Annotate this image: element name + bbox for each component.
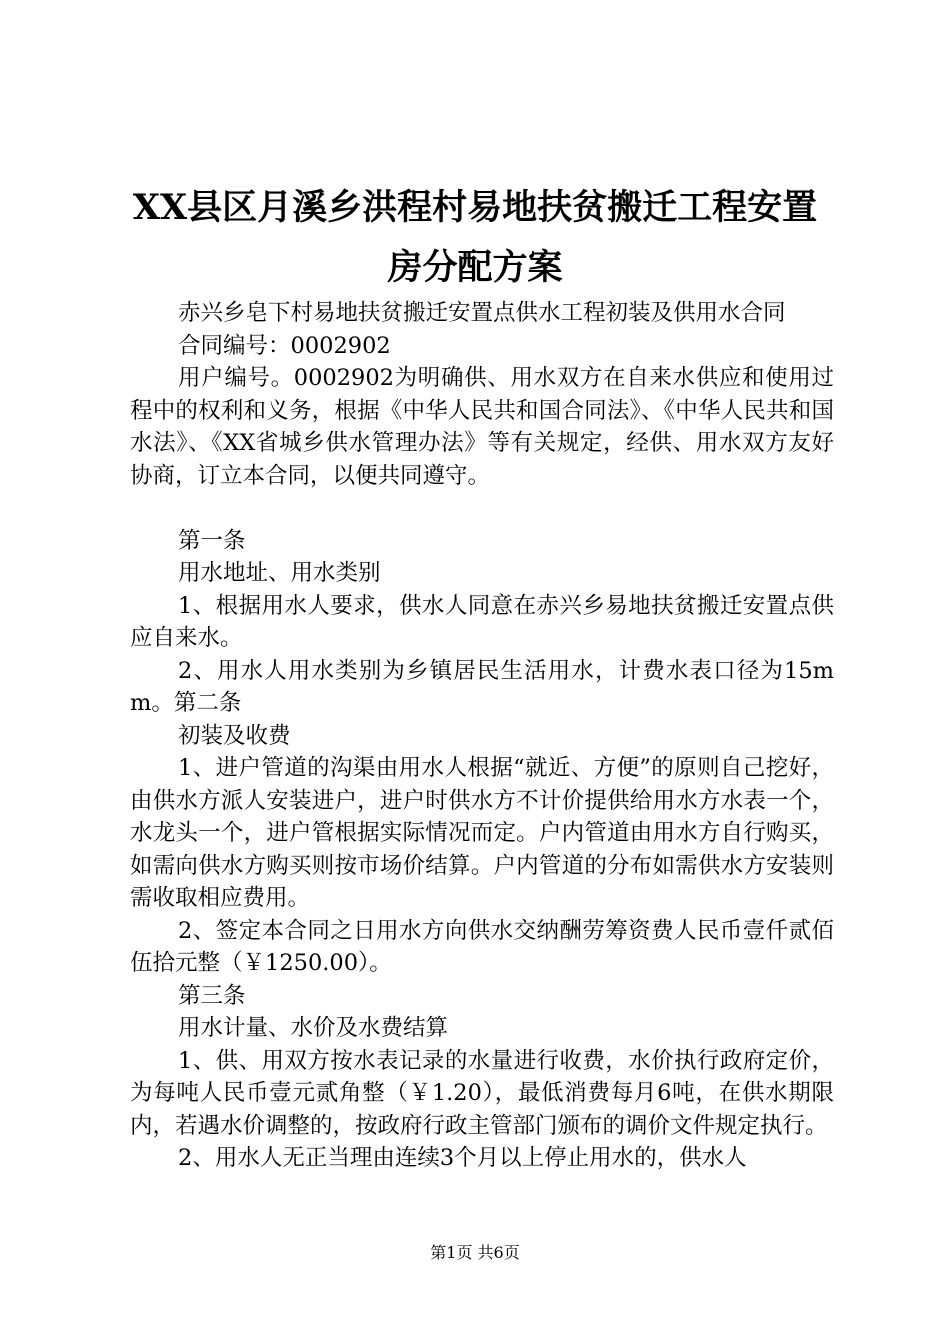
document-title-line-2: 房分配方案 bbox=[387, 247, 563, 288]
paragraph-article-1-title: 用水地址、用水类别 bbox=[178, 560, 381, 586]
page-number-footer: 第1页 共6页 bbox=[430, 1243, 520, 1262]
paragraph-article-1-item-1: 1、根据用水人要求，供水人同意在赤兴乡易地扶贫搬迁安置点供应自来水。 bbox=[130, 592, 834, 651]
paragraph-article-1-heading: 第一条 bbox=[178, 527, 246, 554]
paragraph-article-1-item-2: 2、用水人用水类别为乡镇居民生活用水，计费水表口径为15mm。第二条 bbox=[130, 657, 834, 716]
paragraph-article-3-heading: 第三条 bbox=[178, 982, 246, 1009]
paragraph-article-2-item-1: 1、进户管道的沟渠由用水人根据“就近、方便”的原则自己挖好，由供水方派人安装进户，进户时供水方不计价提供给用水方水表一个，水龙头一个，进户管根据实际情况而定。户内管道由用水方自行购买，如需向供水方购买则按市场价结算。户内管道的分布如需供水方安装则需收取相应费用。 bbox=[130, 755, 834, 911]
paragraph-preamble: 用户编号。0002902为明确供、用水双方在自来水供应和使用过程中的权利和义务，根据《中华人民共和国合同法》、《中华人民共和国水法》、《XX省城乡供水管理办法》等有关规定，经供、用水双方友好协商，订立本合同，以便共同遵守。 bbox=[130, 365, 834, 489]
document-body bbox=[130, 297, 834, 1175]
paragraph-article-2-item-2: 2、签定本合同之日用水方向供水交纳酬劳筹资费人民币壹仟贰佰伍拾元整（￥1250.00）。 bbox=[130, 917, 834, 976]
paragraph-article-3-item-2: 2、用水人无正当理由连续3个月以上停止用水的，供水人 bbox=[178, 1145, 747, 1171]
document-title-line-1: XX县区月溪乡洪程村易地扶贫搬迁工程安置 bbox=[132, 187, 818, 228]
paragraph-blank bbox=[130, 492, 834, 525]
paragraph-article-2-title: 初装及收费 bbox=[178, 722, 291, 749]
paragraph-article-3-item-1: 1、供、用双方按水表记录的水量进行收费，水价执行政府定价，为每吨人民币壹元贰角整（￥1.20），最低消费每月6吨，在供水期限内，若遇水价调整的，按政府行政主管部门颁布的调价文件规定执行。 bbox=[130, 1047, 834, 1139]
paragraph-contract-name: 赤兴乡皂下村易地扶贫搬迁安置点供水工程初装及供用水合同 bbox=[178, 300, 786, 326]
paragraph-contract-number: 合同编号：0002902 bbox=[178, 332, 391, 359]
paragraph-article-3-title: 用水计量、水价及水费结算 bbox=[178, 1015, 449, 1041]
